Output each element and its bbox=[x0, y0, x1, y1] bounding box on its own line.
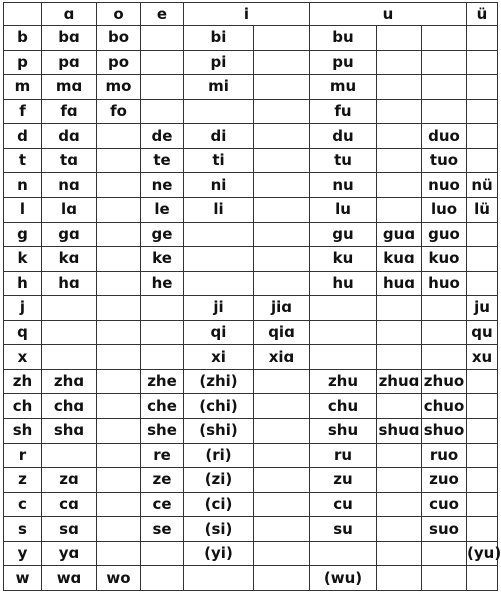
syllable-cell bbox=[377, 50, 422, 75]
syllable-cell bbox=[97, 173, 141, 198]
syllable-cell bbox=[467, 26, 498, 51]
pinyin-syllable-table bbox=[3, 2, 501, 591]
syllable-cell: sɑ bbox=[42, 517, 97, 542]
syllable-cell: pu bbox=[310, 50, 377, 75]
syllable-cell bbox=[467, 271, 498, 296]
syllable-cell bbox=[141, 99, 184, 124]
initial-cell: y bbox=[4, 541, 42, 566]
header-cell bbox=[4, 3, 42, 26]
syllable-cell bbox=[254, 468, 310, 493]
syllable-cell: gɑ bbox=[42, 222, 97, 247]
table-row bbox=[4, 566, 498, 591]
syllable-cell bbox=[254, 394, 310, 419]
syllable-cell bbox=[467, 419, 498, 444]
table-row bbox=[4, 394, 498, 419]
syllable-cell bbox=[141, 541, 184, 566]
syllable-cell: nu bbox=[310, 173, 377, 198]
syllable-cell bbox=[97, 222, 141, 247]
header-cell: o bbox=[97, 3, 141, 26]
syllable-cell bbox=[141, 50, 184, 75]
syllable-cell: fɑ bbox=[42, 99, 97, 124]
syllable-cell bbox=[254, 492, 310, 517]
syllable-cell: pɑ bbox=[42, 50, 97, 75]
syllable-cell bbox=[184, 247, 254, 272]
syllable-cell bbox=[310, 541, 377, 566]
syllable-cell bbox=[97, 541, 141, 566]
syllable-cell: ge bbox=[141, 222, 184, 247]
syllable-cell: qi bbox=[184, 320, 254, 345]
initial-cell: b bbox=[4, 26, 42, 51]
syllable-cell bbox=[467, 517, 498, 542]
syllable-cell bbox=[422, 296, 467, 321]
syllable-cell: gu bbox=[310, 222, 377, 247]
syllable-cell: tu bbox=[310, 148, 377, 173]
syllable-cell: zhɑ bbox=[42, 369, 97, 394]
syllable-cell bbox=[254, 247, 310, 272]
syllable-cell: su bbox=[310, 517, 377, 542]
syllable-cell: ce bbox=[141, 492, 184, 517]
syllable-cell bbox=[422, 566, 467, 591]
syllable-cell: zhu bbox=[310, 369, 377, 394]
initial-cell: ch bbox=[4, 394, 42, 419]
syllable-cell bbox=[377, 296, 422, 321]
table-row bbox=[4, 517, 498, 542]
syllable-cell bbox=[467, 148, 498, 173]
syllable-cell: tɑ bbox=[42, 148, 97, 173]
syllable-cell: (yi) bbox=[184, 541, 254, 566]
initial-cell: m bbox=[4, 75, 42, 100]
syllable-cell: ruo bbox=[422, 443, 467, 468]
syllable-cell: mu bbox=[310, 75, 377, 100]
syllable-cell: mɑ bbox=[42, 75, 97, 100]
syllable-cell: qiɑ bbox=[254, 320, 310, 345]
syllable-cell bbox=[254, 369, 310, 394]
table-row bbox=[4, 468, 498, 493]
syllable-cell: (ci) bbox=[184, 492, 254, 517]
syllable-cell: zu bbox=[310, 468, 377, 493]
table-row bbox=[4, 26, 498, 51]
syllable-cell: tuo bbox=[422, 148, 467, 173]
syllable-cell bbox=[97, 320, 141, 345]
syllable-cell: xi bbox=[184, 345, 254, 370]
syllable-cell bbox=[254, 517, 310, 542]
syllable-cell bbox=[97, 148, 141, 173]
syllable-cell bbox=[254, 148, 310, 173]
syllable-cell: ze bbox=[141, 468, 184, 493]
header-cell: i bbox=[184, 3, 310, 26]
syllable-cell: ji bbox=[184, 296, 254, 321]
syllable-cell: shuɑ bbox=[377, 419, 422, 444]
table-row bbox=[4, 173, 498, 198]
syllable-cell bbox=[184, 222, 254, 247]
syllable-cell: xu bbox=[467, 345, 498, 370]
syllable-cell bbox=[377, 345, 422, 370]
syllable-cell: re bbox=[141, 443, 184, 468]
syllable-cell: du bbox=[310, 124, 377, 149]
syllable-cell: mo bbox=[97, 75, 141, 100]
syllable-cell: le bbox=[141, 197, 184, 222]
syllable-cell bbox=[422, 75, 467, 100]
syllable-cell: wɑ bbox=[42, 566, 97, 591]
syllable-cell: po bbox=[97, 50, 141, 75]
syllable-cell bbox=[422, 99, 467, 124]
syllable-cell bbox=[184, 566, 254, 591]
syllable-cell: lɑ bbox=[42, 197, 97, 222]
table-row bbox=[4, 541, 498, 566]
syllable-cell bbox=[97, 296, 141, 321]
syllable-cell: lu bbox=[310, 197, 377, 222]
syllable-cell: bu bbox=[310, 26, 377, 51]
syllable-cell: guɑ bbox=[377, 222, 422, 247]
syllable-cell: huo bbox=[422, 271, 467, 296]
syllable-cell bbox=[254, 443, 310, 468]
syllable-cell: li bbox=[184, 197, 254, 222]
syllable-cell bbox=[310, 345, 377, 370]
syllable-cell bbox=[254, 222, 310, 247]
syllable-cell: nuo bbox=[422, 173, 467, 198]
syllable-cell: wo bbox=[97, 566, 141, 591]
initial-cell: r bbox=[4, 443, 42, 468]
syllable-cell bbox=[254, 271, 310, 296]
syllable-cell: te bbox=[141, 148, 184, 173]
syllable-cell bbox=[254, 75, 310, 100]
syllable-cell: de bbox=[141, 124, 184, 149]
syllable-cell: (yu) bbox=[467, 541, 498, 566]
syllable-cell: mi bbox=[184, 75, 254, 100]
table-row bbox=[4, 75, 498, 100]
table-row bbox=[4, 369, 498, 394]
syllable-cell: xiɑ bbox=[254, 345, 310, 370]
initial-cell: q bbox=[4, 320, 42, 345]
header-cell: ɑ bbox=[42, 3, 97, 26]
syllable-cell: ku bbox=[310, 247, 377, 272]
syllable-cell bbox=[254, 197, 310, 222]
syllable-cell bbox=[254, 173, 310, 198]
syllable-cell bbox=[467, 566, 498, 591]
syllable-cell: fu bbox=[310, 99, 377, 124]
syllable-cell: duo bbox=[422, 124, 467, 149]
syllable-cell: luo bbox=[422, 197, 467, 222]
syllable-cell bbox=[377, 124, 422, 149]
syllable-cell: ru bbox=[310, 443, 377, 468]
syllable-cell bbox=[97, 443, 141, 468]
syllable-cell: bi bbox=[184, 26, 254, 51]
syllable-cell: cɑ bbox=[42, 492, 97, 517]
syllable-cell bbox=[377, 541, 422, 566]
syllable-cell: huɑ bbox=[377, 271, 422, 296]
table-row bbox=[4, 443, 498, 468]
syllable-cell: bo bbox=[97, 26, 141, 51]
syllable-cell: he bbox=[141, 271, 184, 296]
syllable-cell: kɑ bbox=[42, 247, 97, 272]
syllable-cell: (zi) bbox=[184, 468, 254, 493]
syllable-cell bbox=[422, 320, 467, 345]
header-cell: e bbox=[141, 3, 184, 26]
syllable-cell bbox=[97, 468, 141, 493]
syllable-cell: hu bbox=[310, 271, 377, 296]
syllable-cell bbox=[377, 517, 422, 542]
syllable-cell bbox=[467, 443, 498, 468]
table-row bbox=[4, 345, 498, 370]
syllable-cell: bɑ bbox=[42, 26, 97, 51]
syllable-cell bbox=[254, 50, 310, 75]
initial-cell: n bbox=[4, 173, 42, 198]
syllable-cell: (ri) bbox=[184, 443, 254, 468]
table-row bbox=[4, 50, 498, 75]
syllable-cell bbox=[377, 443, 422, 468]
syllable-cell bbox=[97, 197, 141, 222]
syllable-cell bbox=[377, 566, 422, 591]
syllable-cell bbox=[42, 296, 97, 321]
syllable-cell bbox=[97, 517, 141, 542]
syllable-cell bbox=[377, 197, 422, 222]
syllable-cell: (zhi) bbox=[184, 369, 254, 394]
initial-cell: zh bbox=[4, 369, 42, 394]
initial-cell: w bbox=[4, 566, 42, 591]
initial-cell: f bbox=[4, 99, 42, 124]
syllable-cell: (shi) bbox=[184, 419, 254, 444]
syllable-cell bbox=[141, 26, 184, 51]
syllable-cell bbox=[377, 492, 422, 517]
syllable-cell bbox=[377, 468, 422, 493]
syllable-cell bbox=[467, 75, 498, 100]
syllable-cell: ne bbox=[141, 173, 184, 198]
syllable-cell: qu bbox=[467, 320, 498, 345]
syllable-cell bbox=[97, 271, 141, 296]
syllable-cell bbox=[184, 99, 254, 124]
syllable-cell: she bbox=[141, 419, 184, 444]
syllable-cell bbox=[467, 99, 498, 124]
table-row bbox=[4, 492, 498, 517]
syllable-cell: zhe bbox=[141, 369, 184, 394]
syllable-cell: chuo bbox=[422, 394, 467, 419]
table-row bbox=[4, 247, 498, 272]
syllable-cell: yɑ bbox=[42, 541, 97, 566]
syllable-cell bbox=[97, 124, 141, 149]
syllable-cell: (wu) bbox=[310, 566, 377, 591]
syllable-cell: shu bbox=[310, 419, 377, 444]
syllable-cell bbox=[310, 296, 377, 321]
syllable-cell bbox=[377, 394, 422, 419]
initial-cell: sh bbox=[4, 419, 42, 444]
table-row bbox=[4, 296, 498, 321]
table-body bbox=[4, 26, 501, 591]
syllable-cell bbox=[42, 345, 97, 370]
syllable-cell: hɑ bbox=[42, 271, 97, 296]
syllable-cell bbox=[310, 320, 377, 345]
syllable-cell: shuo bbox=[422, 419, 467, 444]
syllable-cell: se bbox=[141, 517, 184, 542]
syllable-cell bbox=[377, 173, 422, 198]
header-row bbox=[4, 3, 498, 26]
syllable-cell bbox=[422, 50, 467, 75]
syllable-cell bbox=[184, 271, 254, 296]
syllable-cell bbox=[467, 468, 498, 493]
initial-cell: d bbox=[4, 124, 42, 149]
syllable-cell: dɑ bbox=[42, 124, 97, 149]
syllable-cell bbox=[467, 50, 498, 75]
syllable-cell: kuɑ bbox=[377, 247, 422, 272]
syllable-cell bbox=[97, 492, 141, 517]
initial-cell: l bbox=[4, 197, 42, 222]
initial-cell: p bbox=[4, 50, 42, 75]
syllable-cell bbox=[141, 320, 184, 345]
table-row bbox=[4, 99, 498, 124]
initial-cell: s bbox=[4, 517, 42, 542]
syllable-cell bbox=[377, 26, 422, 51]
syllable-cell: cuo bbox=[422, 492, 467, 517]
syllable-cell: ni bbox=[184, 173, 254, 198]
syllable-cell: fo bbox=[97, 99, 141, 124]
syllable-cell: chu bbox=[310, 394, 377, 419]
syllable-cell: ju bbox=[467, 296, 498, 321]
initial-cell: z bbox=[4, 468, 42, 493]
syllable-cell bbox=[377, 320, 422, 345]
header-cell: u bbox=[310, 3, 467, 26]
initial-cell: k bbox=[4, 247, 42, 272]
initial-cell: x bbox=[4, 345, 42, 370]
syllable-cell: nü bbox=[467, 173, 498, 198]
syllable-cell bbox=[97, 247, 141, 272]
initial-cell: h bbox=[4, 271, 42, 296]
syllable-cell: jiɑ bbox=[254, 296, 310, 321]
initial-cell: c bbox=[4, 492, 42, 517]
syllable-cell bbox=[467, 247, 498, 272]
table-row bbox=[4, 271, 498, 296]
syllable-cell: guo bbox=[422, 222, 467, 247]
syllable-cell: nɑ bbox=[42, 173, 97, 198]
syllable-cell bbox=[42, 320, 97, 345]
syllable-cell bbox=[467, 222, 498, 247]
syllable-cell bbox=[141, 345, 184, 370]
table-row bbox=[4, 148, 498, 173]
syllable-cell bbox=[254, 26, 310, 51]
syllable-cell bbox=[467, 492, 498, 517]
syllable-cell bbox=[377, 99, 422, 124]
syllable-cell bbox=[467, 394, 498, 419]
table-row bbox=[4, 320, 498, 345]
header-cell: ü bbox=[467, 3, 498, 26]
syllable-cell: suo bbox=[422, 517, 467, 542]
table-row bbox=[4, 419, 498, 444]
syllable-cell bbox=[141, 566, 184, 591]
syllable-cell bbox=[254, 419, 310, 444]
syllable-cell bbox=[422, 26, 467, 51]
syllable-cell: zhuɑ bbox=[377, 369, 422, 394]
syllable-cell bbox=[42, 443, 97, 468]
syllable-cell: chɑ bbox=[42, 394, 97, 419]
table-row bbox=[4, 222, 498, 247]
syllable-cell bbox=[254, 541, 310, 566]
syllable-cell bbox=[254, 124, 310, 149]
syllable-cell: (chi) bbox=[184, 394, 254, 419]
syllable-cell: ti bbox=[184, 148, 254, 173]
syllable-cell: zɑ bbox=[42, 468, 97, 493]
initial-cell: g bbox=[4, 222, 42, 247]
table-row bbox=[4, 124, 498, 149]
syllable-cell bbox=[377, 75, 422, 100]
syllable-cell bbox=[97, 369, 141, 394]
syllable-cell: zhuo bbox=[422, 369, 467, 394]
syllable-cell bbox=[377, 148, 422, 173]
syllable-cell: shɑ bbox=[42, 419, 97, 444]
syllable-cell: pi bbox=[184, 50, 254, 75]
syllable-cell: ke bbox=[141, 247, 184, 272]
syllable-cell: zuo bbox=[422, 468, 467, 493]
syllable-cell: lü bbox=[467, 197, 498, 222]
syllable-cell bbox=[141, 75, 184, 100]
initial-cell: t bbox=[4, 148, 42, 173]
syllable-cell: cu bbox=[310, 492, 377, 517]
syllable-cell bbox=[254, 566, 310, 591]
syllable-cell bbox=[97, 394, 141, 419]
syllable-cell bbox=[422, 541, 467, 566]
syllable-cell bbox=[422, 345, 467, 370]
syllable-cell: kuo bbox=[422, 247, 467, 272]
syllable-cell bbox=[141, 296, 184, 321]
table-row bbox=[4, 197, 498, 222]
syllable-cell bbox=[97, 345, 141, 370]
syllable-cell bbox=[97, 419, 141, 444]
syllable-cell: (si) bbox=[184, 517, 254, 542]
syllable-cell: di bbox=[184, 124, 254, 149]
syllable-cell bbox=[467, 369, 498, 394]
initial-cell: j bbox=[4, 296, 42, 321]
syllable-cell bbox=[254, 99, 310, 124]
syllable-cell: che bbox=[141, 394, 184, 419]
syllable-cell bbox=[467, 124, 498, 149]
